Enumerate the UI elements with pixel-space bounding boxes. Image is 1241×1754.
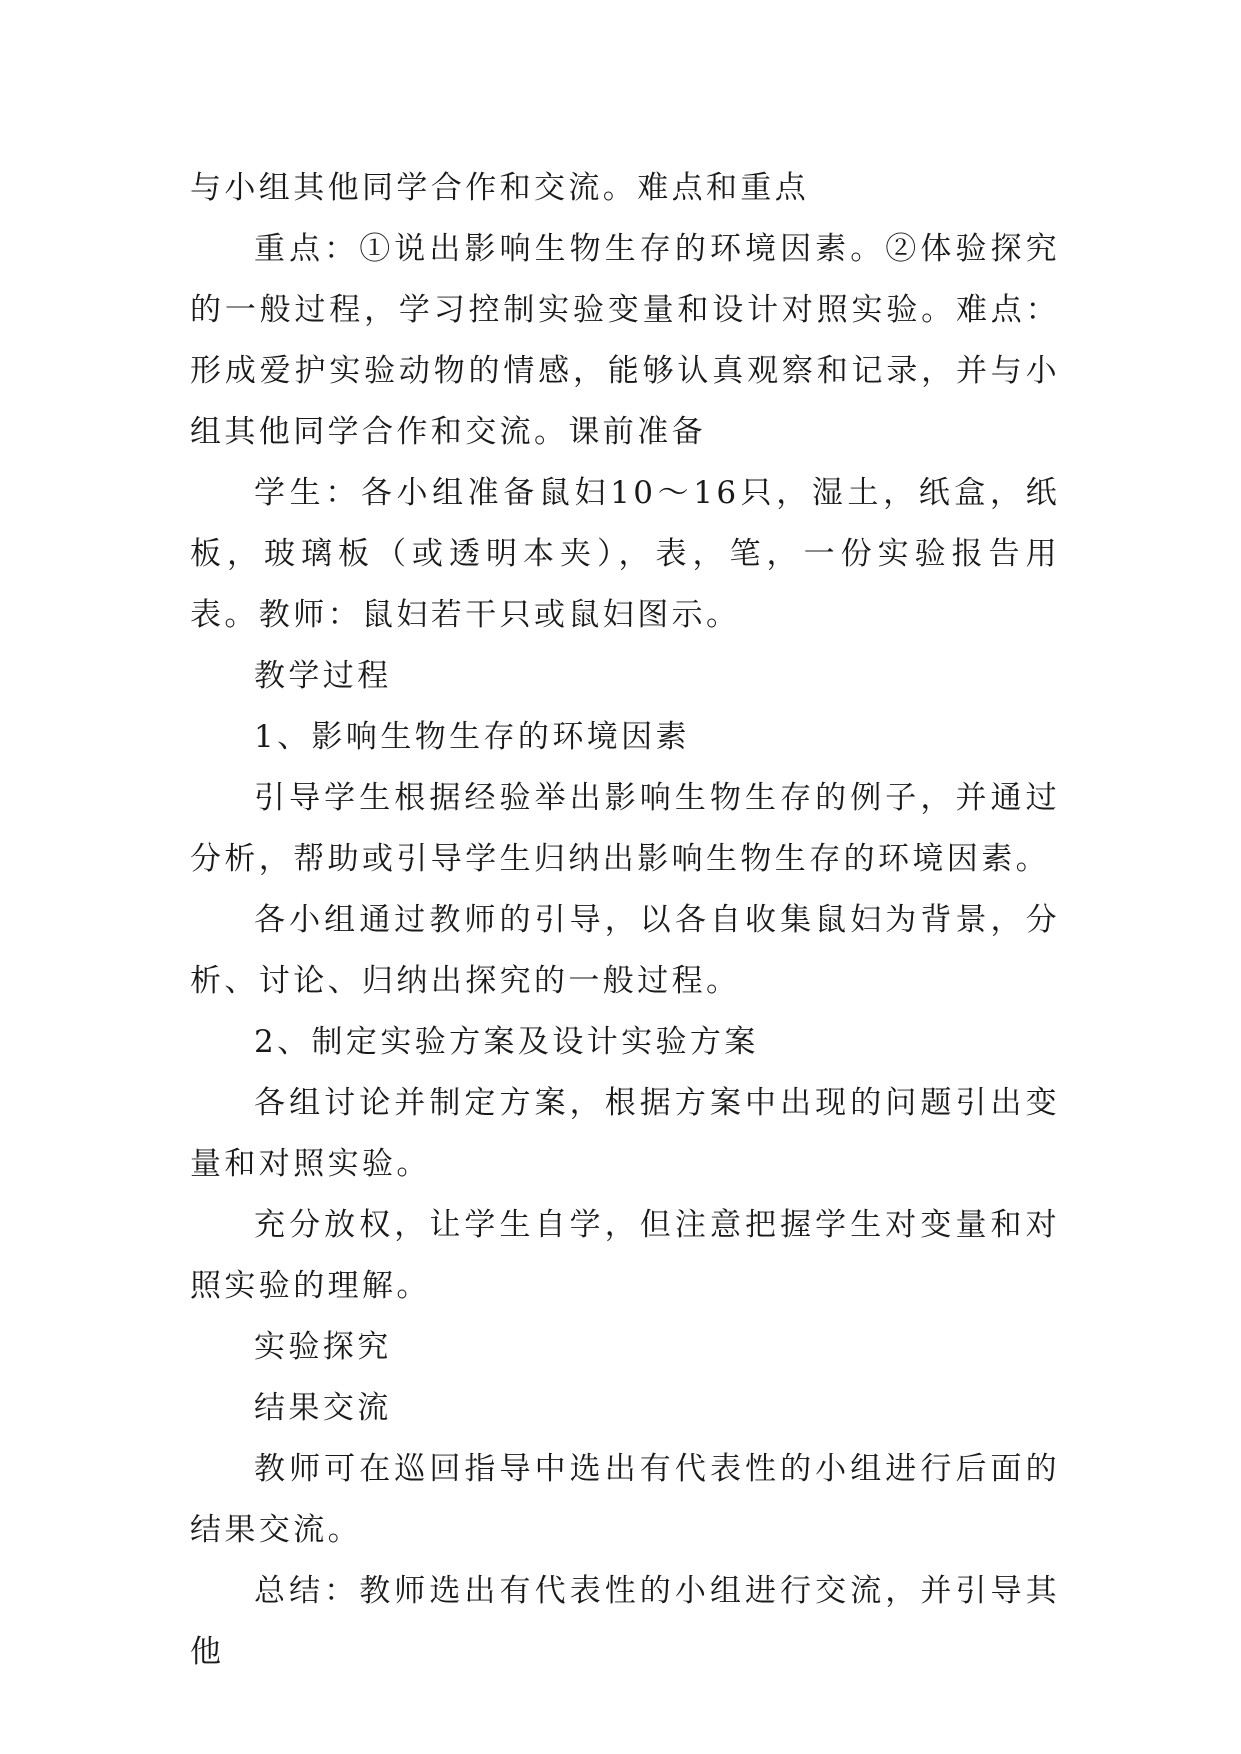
paragraph-10: 充分放权，让学生自学，但注意把握学生对变量和对照实验的理解。 — [190, 1207, 1060, 1304]
paragraph-11: 实验探究 — [254, 1329, 392, 1365]
paragraph-12: 结果交流 — [254, 1390, 392, 1426]
paragraph-2: 重点：①说出影响生物生存的环境因素。②体验探究的一般过程，学习控制实验变量和设计对照实验。难点：形成爱护实验动物的情感，能够认真观察和记录，并与小组其他同学合作和交流。课前准备 — [190, 231, 1060, 450]
paragraph-13: 教师可在巡回指导中选出有代表性的小组进行后面的结果交流。 — [190, 1451, 1060, 1548]
paragraph-5: 1、影响生物生存的环境因素 — [254, 719, 690, 755]
document-body — [190, 158, 1060, 1683]
paragraph-1: 与小组其他同学合作和交流。难点和重点 — [190, 170, 810, 206]
paragraph-3: 学生：各小组准备鼠妇10～16只，湿土，纸盒，纸板，玻璃板（或透明本夹），表，笔，一份实验报告用表。教师：鼠妇若干只或鼠妇图示。 — [190, 475, 1060, 633]
paragraph-4: 教学过程 — [254, 658, 392, 694]
paragraph-8: 2、制定实验方案及设计实验方案 — [254, 1024, 759, 1060]
paragraph-9: 各组讨论并制定方案，根据方案中出现的问题引出变量和对照实验。 — [190, 1085, 1060, 1182]
paragraph-6: 引导学生根据经验举出影响生物生存的例子，并通过分析，帮助或引导学生归纳出影响生物生存的环境因素。 — [190, 780, 1060, 877]
paragraph-14: 总结：教师选出有代表性的小组进行交流，并引导其他 — [190, 1573, 1060, 1670]
paragraph-7: 各小组通过教师的引导，以各自收集鼠妇为背景，分析、讨论、归纳出探究的一般过程。 — [190, 902, 1060, 999]
